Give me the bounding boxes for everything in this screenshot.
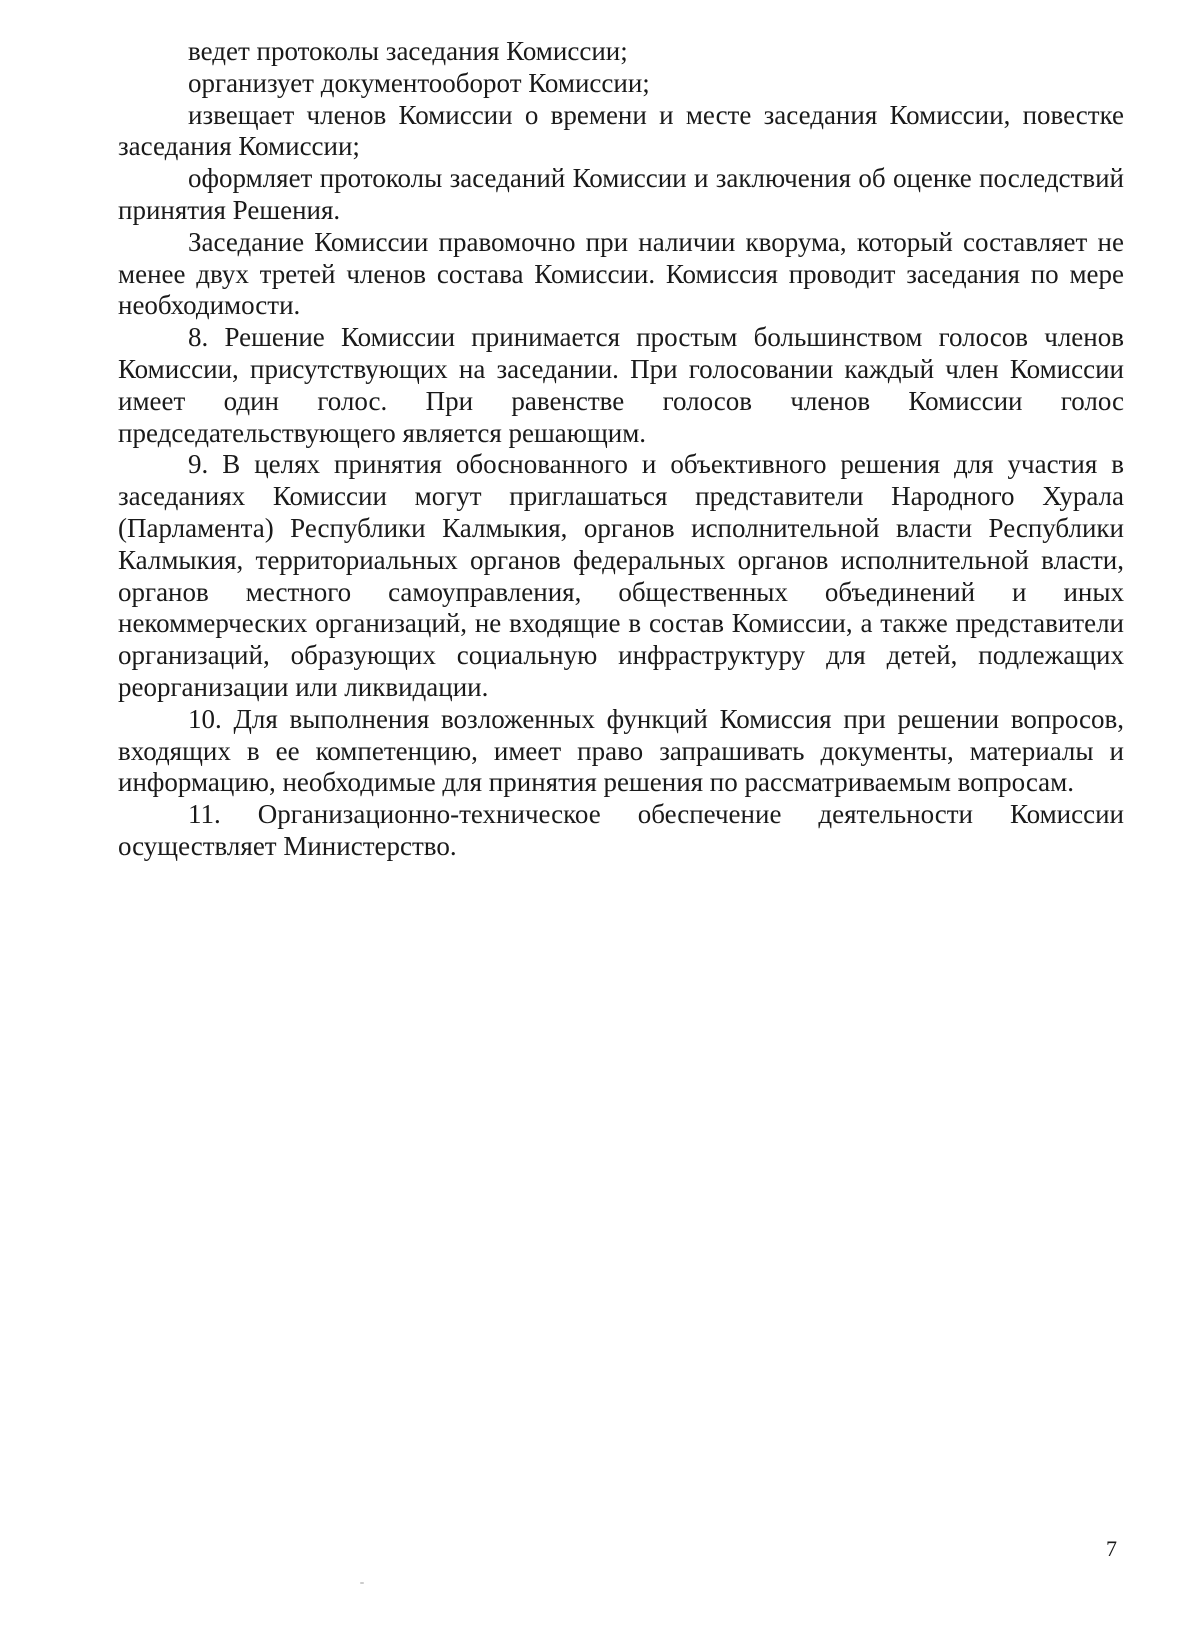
paragraph-item-9: 9. В целях принятия обоснованного и объективного решения для участия в заседаниях Комиссии могут приглашаться представители Народного Хурала (Парламента) Республики Калмыкия, органов исполнительной власти Республики Калмыкия, территориальных органов федеральных органов исполнительной власти, органов местного самоуправления, общественных объединений и иных некоммерческих организаций, не входящие в состав Комиссии, а также представители организаций, образующих социальную инфраструктуру для детей, подлежащих реорганизации или ликвидации. bbox=[118, 449, 1124, 702]
document-body bbox=[118, 36, 1124, 863]
paragraph: организует документооборот Комиссии; bbox=[188, 67, 650, 98]
paragraph-item-10: 10. Для выполнения возложенных функций Комиссия при решении вопросов, входящих в ее компетенцию, имеет право запрашивать документы, материалы и информацию, необходимые для принятия решения по рассматриваемым вопросам. bbox=[118, 703, 1124, 798]
paragraph: ведет протоколы заседания Комиссии; bbox=[188, 36, 628, 66]
paragraph: оформляет протоколы заседаний Комиссии и заключения об оценке последствий принятия Решения. bbox=[118, 163, 1124, 225]
paragraph-item-8: 8. Решение Комиссии принимается простым большинством голосов членов Комиссии, присутствующих на заседании. При голосовании каждый член Комиссии имеет один голос. При равенстве голосов членов Комиссии голос председательствующего является решающим. bbox=[118, 322, 1124, 448]
paragraph: извещает членов Комиссии о времени и месте заседания Комиссии, повестке заседания Комиссии; bbox=[118, 99, 1124, 162]
scan-speck bbox=[360, 1582, 364, 1584]
paragraph: Заседание Комиссии правомочно при наличии кворума, который составляет не менее двух третей членов состава Комиссии. Комиссия проводит заседания по мере необходимости. bbox=[118, 226, 1124, 321]
page-number: 7 bbox=[1106, 1536, 1117, 1561]
paragraph-item-11: 11. Организационно-техническое обеспечение деятельности Комиссии осуществляет Министерство. bbox=[118, 799, 1124, 861]
